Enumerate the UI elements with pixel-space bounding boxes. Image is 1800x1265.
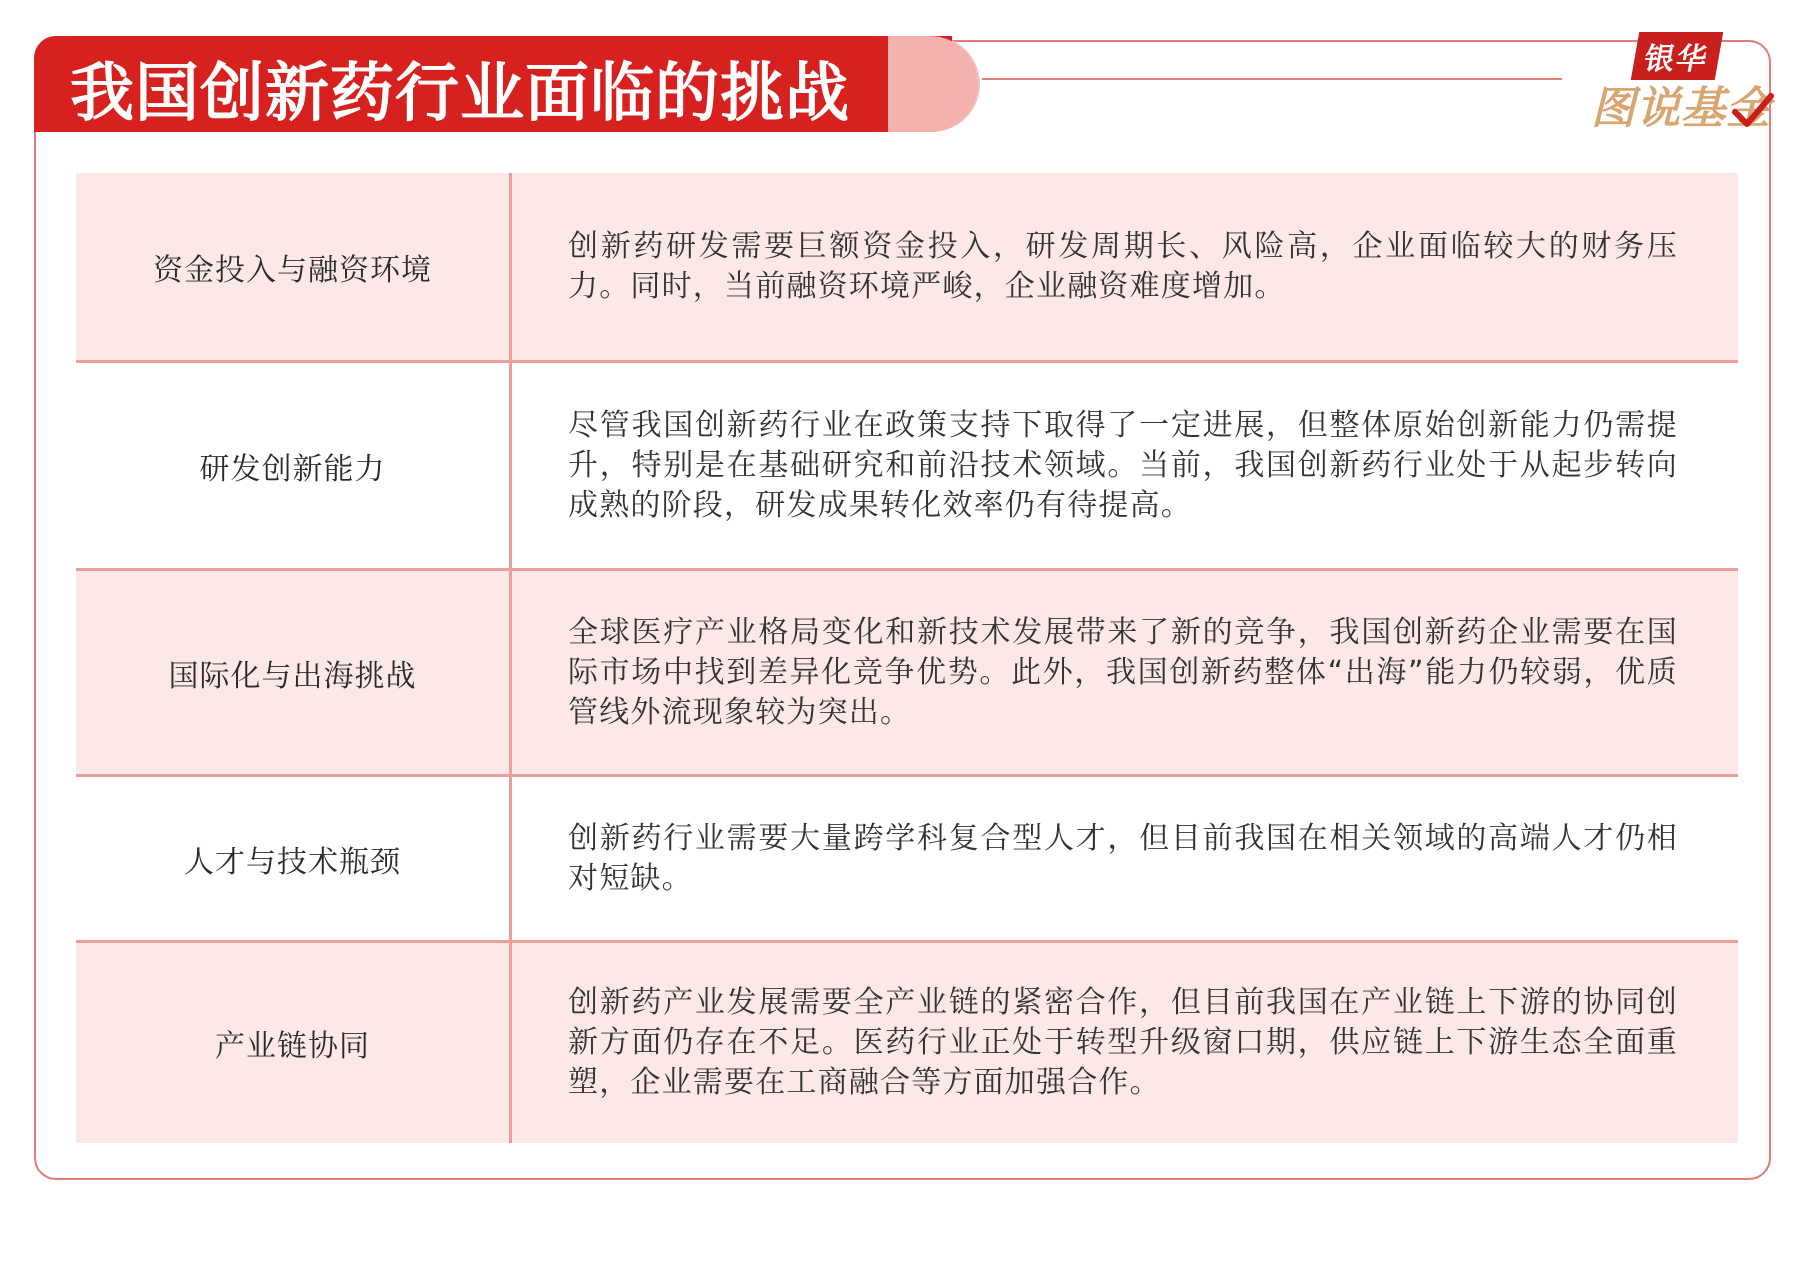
table-row: [76, 571, 1738, 777]
brand-logo: [1585, 30, 1775, 134]
row-description: 全球医疗产业格局变化和新技术发展带来了新的竞争，我国创新药企业需要在国际市场中找到差异化竞争优势。此外，我国创新药整体“出海”能力仍较弱，优质管线外流现象较为突出。: [568, 614, 1678, 730]
row-description: 创新药研发需要巨额资金投入，研发周期长、风险高，企业面临较大的财务压力。同时，当前融资环境严峻，企业融资难度增加。: [568, 228, 1678, 304]
table-row: [76, 943, 1738, 1143]
row-label: 研发创新能力: [76, 363, 512, 568]
row-label: 资金投入与融资环境: [76, 173, 512, 360]
row-description: 创新药行业需要大量跨学科复合型人才，但目前我国在相关领域的高端人才仍相对短缺。: [568, 820, 1678, 896]
row-label: 产业链协同: [76, 943, 512, 1143]
page-title: 我国创新药行业面临的挑战: [70, 57, 850, 131]
table-row: [76, 173, 1738, 363]
row-description: 创新药产业发展需要全产业链的紧密合作，但目前我国在产业链上下游的协同创新方面仍存在不足。医药行业正处于转型升级窗口期，供应链上下游生态全面重塑，企业需要在工商融合等方面加强合作。: [568, 985, 1678, 1100]
checkmark-icon: [1731, 90, 1775, 130]
row-label: 国际化与出海挑战: [76, 571, 512, 774]
logo-brand-name: 银华: [1631, 32, 1723, 80]
logo-tagline: 图说基金: [1591, 83, 1771, 134]
row-label: 人才与技术瓶颈: [76, 777, 512, 940]
header-divider: [982, 78, 1562, 80]
table-row: [76, 363, 1738, 571]
row-description: 尽管我国创新药行业在政策支持下取得了一定进展，但整体原始创新能力仍需提升，特别是在基础研究和前沿技术领域。当前，我国创新药行业处于从起步转向成熟的阶段，研发成果转化效率仍有待提高。: [568, 407, 1678, 523]
table-row: [76, 777, 1738, 943]
challenges-table: [76, 173, 1738, 1143]
